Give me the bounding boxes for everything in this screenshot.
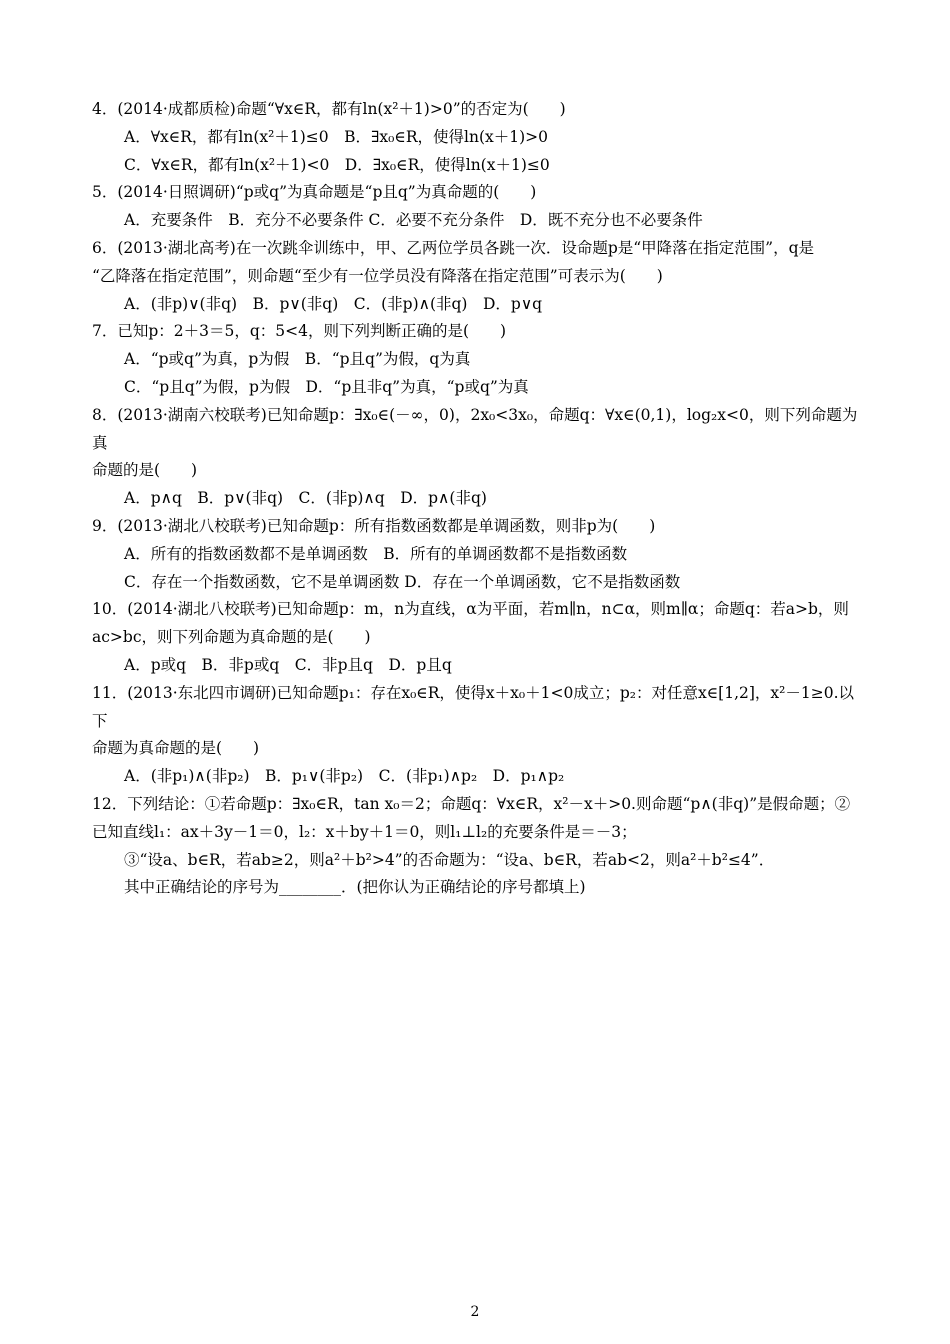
q12-item-3: ③“设a、b∈R，若ab≥2，则a²＋b²>4”的否命题为：“设a、b∈R，若ab<2，则a²＋b²≤4”． — [124, 850, 775, 869]
q6-options: A．(非p)∨(非q) B．p∨(非q) C．(非p)∧(非q) D．p∨q — [124, 294, 543, 313]
q9-options-cd: C．存在一个指数函数，它不是单调函数 D．存在一个单调函数，它不是指数函数 — [124, 572, 681, 591]
q6-stem-line1: 6．(2013·湖北高考)在一次跳伞训练中，甲、乙两位学员各跳一次．设命题p是“甲降落在指定范围”，q是 — [92, 238, 815, 257]
q7-stem: 7．已知p：2＋3＝5，q：5<4，则下列判断正确的是( ) — [92, 322, 507, 341]
q5-stem: 5．(2014·日照调研)“p或q”为真命题是“p且q”为真命题的( ) — [92, 183, 537, 202]
q7-options-cd: C．“p且q”为假，p为假 D．“p且非q”为真，“p或q”为真 — [124, 377, 529, 396]
q5-options: A．充要条件 B．充分不必要条件 C．必要不充分条件 D．既不充分也不必要条件 — [124, 211, 703, 230]
q11-options: A．(非p₁)∧(非p₂) B．p₁∨(非p₂) C．(非p₁)∧p₂ D．p₁∧p₂ — [124, 767, 565, 786]
q4-stem: 4．(2014·成都质检)命题“∀x∈R，都有ln(x²＋1)>0”的否定为( ) — [92, 100, 566, 118]
q10-stem-line2: ac>bc，则下列命题为真命题的是( ) — [92, 628, 371, 647]
q8-stem-line1: 8．(2013·湖南六校联考)已知命题p：∃x₀∈(－∞，0)，2x₀<3x₀，命题q：∀x∈(0,1)，log₂x<0，则下列命题为真 — [92, 405, 858, 452]
q6-stem-line2: “乙降落在指定范围”，则命题“至少有一位学员没有降落在指定范围”可表示为( ) — [92, 266, 663, 285]
q8-stem-line2: 命题的是( ) — [92, 461, 198, 480]
q11-stem-line1: 11．(2013·东北四市调研)已知命题p₁：存在x₀∈R，使得x＋x₀＋1<0成立；p₂：对任意x∈[1,2]，x²－1≥0.以下 — [92, 683, 855, 730]
q4-options-cd: C．∀x∈R，都有ln(x²＋1)<0 D．∃x₀∈R，使得ln(x＋1)≤0 — [124, 155, 550, 174]
q11-stem-line2: 命题为真命题的是( ) — [92, 739, 260, 758]
q4-options-ab: A．∀x∈R，都有ln(x²＋1)≤0 B．∃x₀∈R，使得ln(x＋1)>0 — [124, 127, 549, 146]
q8-options: A．p∧q B．p∨(非q) C．(非p)∧q D．p∧(非q) — [124, 489, 487, 508]
q12-stem-line1: 12．下列结论：①若命题p：∃x₀∈R，tan x₀＝2；命题q：∀x∈R，x²－x＋>0.则命题“p∧(非q)”是假命题；② — [92, 794, 851, 813]
q10-options: A．p或q B．非p或q C．非p且q D．p且q — [124, 655, 452, 674]
q12-stem-line2: 已知直线l₁：ax＋3y－1＝0，l₂：x＋by＋1＝0，则l₁⊥l₂的充要条件是＝－3； — [92, 822, 637, 841]
q9-options-ab: A．所有的指数函数都不是单调函数 B．所有的单调函数都不是指数函数 — [124, 544, 628, 563]
q10-stem-line1: 10．(2014·湖北八校联考)已知命题p：m，n为直线，α为平面，若m∥n，n⊂α，则m∥α；命题q：若a>b，则 — [92, 600, 849, 619]
q7-options-ab: A．“p或q”为真，p为假 B．“p且q”为假，q为真 — [124, 350, 471, 369]
question-list — [92, 96, 864, 902]
q9-stem: 9．(2013·湖北八校联考)已知命题p：所有指数函数都是单调函数，则非p为( ) — [92, 516, 656, 535]
page-number: 2 — [470, 1304, 480, 1320]
q12-answer-prompt: 其中正确结论的序号为________．(把你认为正确结论的序号都填上) — [124, 878, 586, 897]
